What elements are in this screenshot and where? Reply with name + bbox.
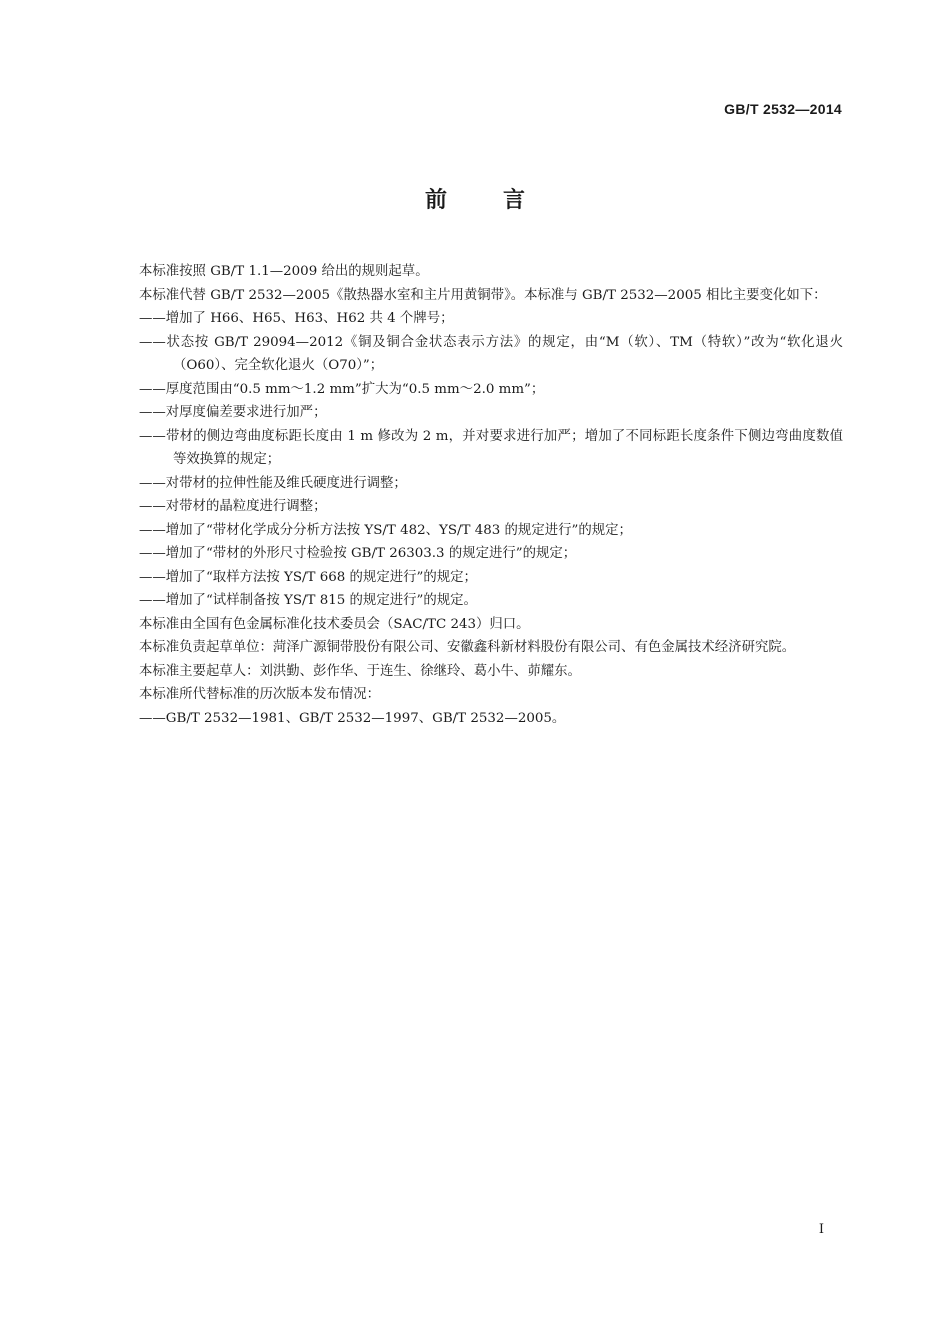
list-item: ——GB/T 2532—1981、GB/T 2532—1997、GB/T 2532—2005。 xyxy=(139,710,566,726)
paragraph: 本标准主要起草人：刘洪勤、彭作华、于连生、徐继玲、葛小牛、茆耀东。 xyxy=(139,663,581,679)
paragraph: 本标准所代替标准的历次版本发布情况： xyxy=(139,687,381,702)
standard-code: GB/T 2532—2014 xyxy=(724,101,842,117)
list-item: ——状态按 GB/T 29094—2012《铜及铜合金状态表示方法》的规定，由“M（软）、TM（特软）”改为“软化退火（O60）、完全软化退火（O70）”； xyxy=(139,334,843,373)
page-number: I xyxy=(818,1222,824,1237)
list-item: ——对厚度偏差要求进行加严； xyxy=(139,405,327,420)
list-item: ——对带材的拉伸性能及维氏硬度进行调整； xyxy=(139,475,407,491)
list-item: ——带材的侧边弯曲度标距长度由 1 m 修改为 2 m，并对要求进行加严；增加了不同标距长度条件下侧边弯曲度数值等效换算的规定； xyxy=(139,428,843,467)
paragraph: 本标准按照 GB/T 1.1—2009 给出的规则起草。 xyxy=(139,264,429,279)
paragraph: 本标准负责起草单位：菏泽广源铜带股份有限公司、安徽鑫科新材料股份有限公司、有色金属技术经济研究院。 xyxy=(139,640,796,655)
list-item: ——厚度范围由“0.5 mm～1.2 mm”扩大为“0.5 mm～2.0 mm”； xyxy=(139,381,545,397)
list-item: ——增加了“取样方法按 YS/T 668 的规定进行”的规定； xyxy=(139,569,477,585)
list-item: ——对带材的晶粒度进行调整； xyxy=(139,499,327,514)
list-item: ——增加了“试样制备按 YS/T 815 的规定进行”的规定。 xyxy=(139,593,477,608)
paragraph: 本标准代替 GB/T 2532—2005《散热器水室和主片用黄铜带》。本标准与 GB/T 2532—2005 相比主要变化如下： xyxy=(139,287,827,303)
list-item: ——增加了“带材的外形尺寸检验按 GB/T 26303.3 的规定进行”的规定； xyxy=(139,546,577,561)
list-item: ——增加了“带材化学成分分析方法按 YS/T 482、YS/T 483 的规定进行”的规定； xyxy=(139,522,632,538)
list-item: ——增加了 H66、H65、H63、H62 共 4 个牌号； xyxy=(139,311,454,326)
page-title: 前言 xyxy=(424,188,581,213)
paragraph: 本标准由全国有色金属标准化技术委员会（SAC/TC 243）归口。 xyxy=(139,616,530,632)
preface-body xyxy=(108,260,843,730)
